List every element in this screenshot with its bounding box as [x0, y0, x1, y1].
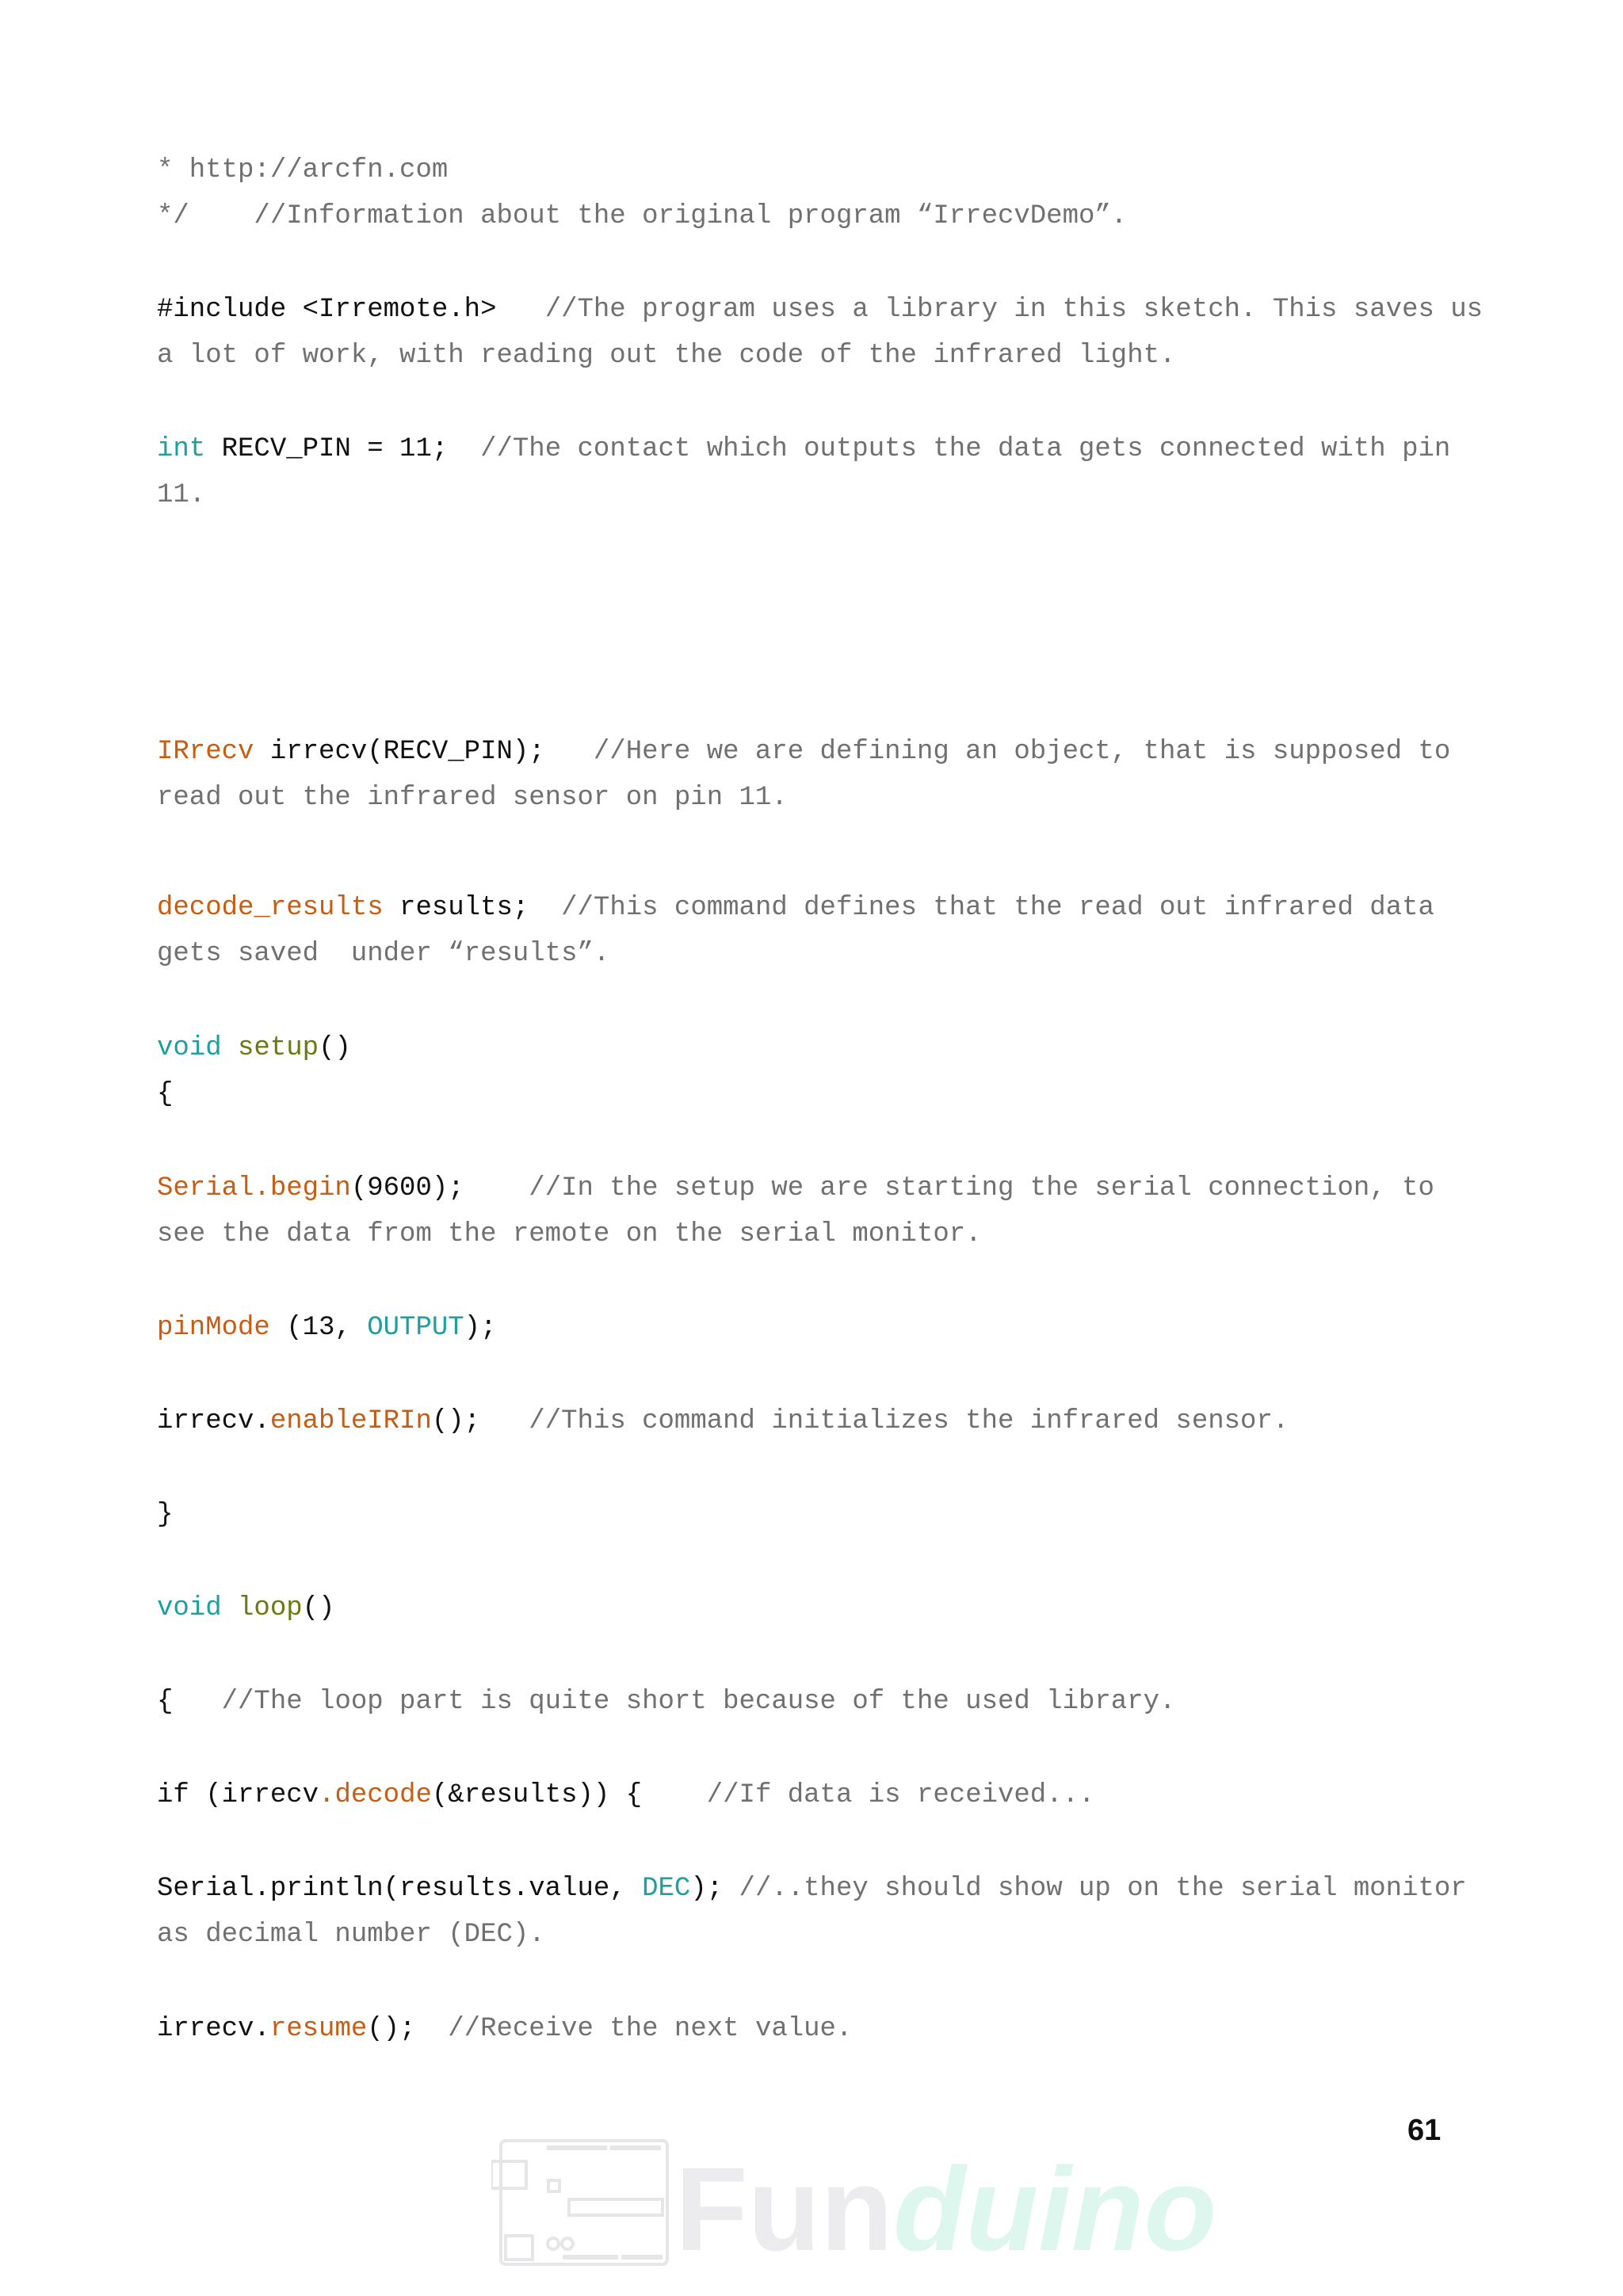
code-token: OUTPUT — [367, 1313, 464, 1343]
code-token: ); — [690, 1874, 724, 1904]
code-comment: */ //Information about the original program “IrrecvDemo”. — [157, 201, 1128, 231]
code-token: enableIRIn — [269, 1406, 432, 1436]
code-line — [157, 1398, 1496, 1444]
code-comment: //Receive the next value. — [415, 2014, 853, 2044]
code-line — [157, 885, 1496, 977]
code-line — [157, 147, 1496, 193]
watermark-text-fun: Fun — [675, 2142, 893, 2275]
watermark-text — [675, 2142, 1217, 2275]
code-comment: //If data is received... — [642, 1780, 1095, 1810]
code-line — [157, 1866, 1496, 1958]
code-token: if (irrecv — [157, 1780, 319, 1810]
arduino-board-icon — [491, 2131, 674, 2274]
code-token — [222, 1593, 238, 1623]
code-line — [157, 1071, 1496, 1117]
code-comment: //Here we are defining an object, that is supposed to read out the infrared sensor on pin 11. — [157, 737, 1467, 813]
code-line — [157, 1305, 1496, 1351]
code-comment: //..they should show up on the serial monitor as decimal number (DEC). — [157, 1874, 1484, 1950]
code-token: irrecv. — [157, 2014, 270, 2044]
code-token: () — [302, 1593, 335, 1623]
code-line — [157, 1585, 1496, 1631]
code-token: } — [157, 1500, 174, 1530]
code-comment: //In the setup we are starting the serial connection, to see the data from the remote on the serial monitor. — [157, 1173, 1451, 1249]
code-token: void — [157, 1593, 222, 1623]
code-token: int — [157, 434, 206, 464]
code-token: (); — [431, 1406, 481, 1436]
code-line — [157, 426, 1496, 518]
code-line — [157, 1025, 1496, 1071]
code-token: Serial.begin — [157, 1173, 351, 1203]
code-token: void — [157, 1033, 222, 1063]
code-token: DEC — [642, 1874, 691, 1904]
code-comment: //This command defines that the read out infrared data gets saved under “results”. — [157, 893, 1451, 969]
code-token: Serial.println(results.value, — [157, 1874, 643, 1904]
code-token: resume — [269, 2014, 368, 2044]
funduino-watermark — [491, 2131, 1217, 2275]
code-comment: //This command initializes the infrared sensor. — [480, 1406, 1289, 1436]
code-token: (13, — [269, 1313, 368, 1343]
code-line — [157, 1772, 1496, 1818]
code-token: .decode — [319, 1780, 432, 1810]
code-token: { — [157, 1687, 174, 1717]
code-line — [157, 2006, 1496, 2052]
code-token: RECV_PIN = 11; — [205, 434, 449, 464]
code-comment: //The loop part is quite short because of the used library. — [173, 1687, 1176, 1717]
code-token: (9600); — [350, 1173, 464, 1203]
watermark-text-duino: duino — [892, 2142, 1217, 2275]
code-token: #include <Irremote.h> — [157, 295, 497, 325]
code-token: (); — [367, 2014, 416, 2044]
code-token: decode_results — [157, 893, 384, 923]
code-token: pinMode — [157, 1313, 270, 1343]
code-token: IRrecv — [157, 737, 254, 767]
code-token: irrecv. — [157, 1406, 270, 1436]
code-token: { — [157, 1079, 174, 1109]
code-token: results; — [383, 893, 529, 923]
code-token: (&results)) { — [431, 1780, 643, 1810]
code-line — [157, 729, 1496, 821]
code-line — [157, 1165, 1496, 1257]
code-token: loop — [238, 1593, 303, 1623]
code-line — [157, 193, 1496, 239]
code-token: () — [319, 1033, 351, 1063]
code-token — [222, 1033, 238, 1063]
code-token: irrecv(RECV_PIN); — [254, 737, 545, 767]
code-comment: //The program uses a library in this sketch. This saves us a lot of work, with reading out the code of the infrared light. — [157, 295, 1499, 371]
page-number: 61 — [1407, 2114, 1442, 2147]
code-token: ); — [464, 1313, 497, 1343]
code-line — [157, 1679, 1496, 1725]
code-line — [157, 1492, 1496, 1538]
code-line — [157, 287, 1499, 379]
code-comment: * http://arcfn.com — [157, 155, 449, 185]
code-token: setup — [238, 1033, 319, 1063]
code-comment: //The contact which outputs the data gets connected with pin 11. — [157, 434, 1467, 510]
